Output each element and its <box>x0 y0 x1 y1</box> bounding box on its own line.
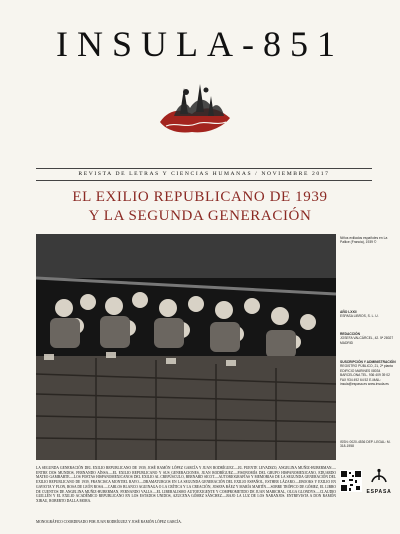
publisher-logo <box>362 468 396 495</box>
insula-island-logo <box>156 70 234 140</box>
coordination-credit: MONOGRÁFICO COORDINADO POR JUAN RODRÍGUEZ Y JOSÉ RAMÓN LÓPEZ GARCÍA. <box>36 520 182 524</box>
sidebar-year-block <box>340 310 396 319</box>
sidebar-year-text: ESPASA LIBROS, S. L. U. <box>340 314 379 319</box>
sidebar-subscription-heading: SUSCRIPCIÓN Y ADMINISTRACIÓN <box>340 360 396 364</box>
subtitle-bottom-rule <box>36 180 372 181</box>
headline-line-2: Y LA SEGUNDA GENERACIÓN <box>88 208 312 224</box>
publisher-name: ESPASA <box>366 489 392 495</box>
sidebar-issn-text: ISSN: 0020-4536 DEP. LEGAL: M. 318-1958 <box>340 440 391 449</box>
masthead-title: INSULA-851 <box>56 24 344 64</box>
sidebar-year-heading: AÑO LXXII <box>340 310 357 314</box>
headline-line-1: EL EXILIO REPUBLICANO DE 1939 <box>72 189 328 205</box>
espasa-emblem-icon <box>370 468 388 484</box>
issue-summary: LA SEGUNDA GENERACIÓN DEL EXILIO REPUBLICANO DE 1939, JOSÉ RAMÓN LÓPEZ GARCÍA Y JUAN RODRÍGUEZ.—EL PUENTE LEVADIZO, ANGELINA MUÑIZ-HUBERMAN.—ENTRE DOS MUNDOS, FERNANDO AÍNSA.—EL EXILIO REPUBLICANO Y SUS GENERACIONES, JUAN RODRÍGUEZ.—FISONOMÍA DEL GRUPO HISPANOMEXICANO, EDUARDO MATEO GAMBARTE.—LOS POETAS HISPANOMEXICANOS DEL EXILIO AL CREPÚSCULO, BERNARD SICOT.—AUTOBIOGRAFÍAS Y MEMORIAS DE LA SEGUNDA GENERACIÓN DEL EXILIO REPUBLICANO DE 1939, FRANCISCA MONTIEL RAYO.—DRAMATURGOS EN LA SEGUNDA GENERACIÓN DEL EXILIO ESPAÑOL, ESTHER LÁZARO.—EBOOKS Y EXILIO EN GAVIOTA Y PLON, ROSA DE LEÓN ROSA.—CARLOS BLANCO AGUINAGA O LA CRÍTICA Y LA CREACIÓN, JOSEFA BÁEZ Y MARÍA MARTÍN.—SOBRE TRÓPICO DE GÓMEZ, EL LIBRO DE CUENTOS DE ANGELINA MUÑIZ-HUBERMAN, FERNANDO VALLS.—EL LIBERALISMO AUTOEXIGENTE Y COMPROMETIDO DE JUAN MARICHAL, OLGA GLONDYS.—CLAUDIO GUILLÉN Y EL EXILIO ACADÉMICO REPUBLICANO EN LOS ESTADOS UNIDOS, AZUCENA GÓMEZ SÁNCHEZ.—BAJO LA LUZ DE LOS NARANJOS. ENTREVISTA A DON RAMÓN XIRAU, ROBERTO DALLA MORA. <box>36 466 336 503</box>
photo-caption <box>340 236 396 245</box>
subtitle-top-rule <box>36 168 372 169</box>
sidebar-redaccion-text: JOSEFA VALCÁRCEL, 42. 5ª 28027 MADRID <box>340 336 394 345</box>
issue-subtitle: REVISTA DE LETRAS Y CIENCIAS HUMANAS / NOVIEMBRE 2017 <box>78 171 330 177</box>
sidebar-redaccion-heading: REDACCIÓN <box>340 332 360 336</box>
sidebar-subscription-block <box>340 360 396 386</box>
cover-photograph <box>36 234 336 460</box>
sidebar-redaccion-block <box>340 332 396 345</box>
sidebar-subscription-text: REGISTRO PÚBLICO, 21, 2ª planta EDIFICIO MARINES 08034 BARCELONA TEL. 936 409 39 02 FAX 934 492 64 52 E-MAIL: insula@espasa.es www.insula.es <box>340 364 393 387</box>
sidebar-issn-block <box>340 440 396 449</box>
qr-code-icon <box>340 470 362 492</box>
photo-caption-text: Niños exiliados españoles en La Pallice (Francia), 1939 © <box>340 236 388 245</box>
